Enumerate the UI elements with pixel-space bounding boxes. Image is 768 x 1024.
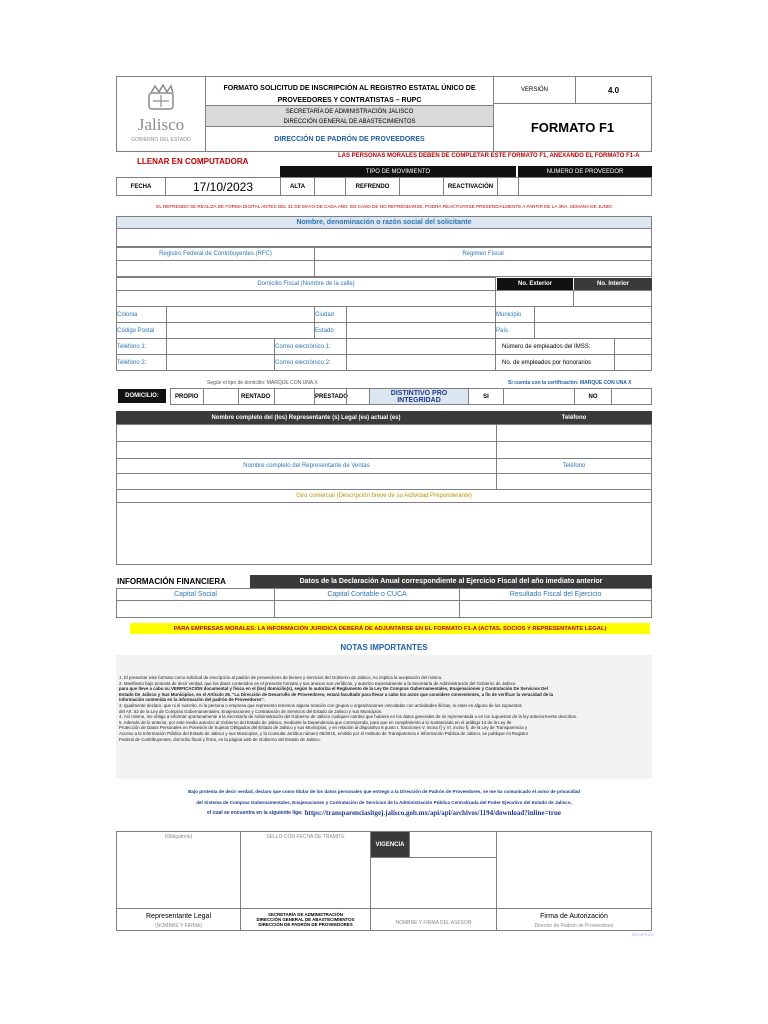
nota-5c: Acceso a la Información Pública del Estado de Jalisco y sus Municipios, y la Consulta Jurídica número 05/2015, emitido por el Instituto de Transparencia e Información Pública de Jalisco, se publique mi Registro: [119, 730, 529, 736]
llenar-computadora-note: LLENAR EN COMPUTADORA: [137, 157, 249, 166]
fecha-input[interactable]: 17/10/2023: [165, 177, 281, 196]
informacion-financiera-title: INFORMACIÓN FINANCIERA: [117, 577, 226, 586]
vigencia-label: VIGENCIA: [371, 832, 409, 857]
nota-3a: 3. Igualmente declaro, que ni el suscrito, ni la persona o empresa que represento tenemos alguna relación con grupos u organizaciones vinculadas con actividades ilícitas, ni estar en alguno de los supuestos: [119, 702, 522, 708]
header-title-line1: FORMATO SOLICITUD DE INSCRIPCIÓN AL REGISTRO ESTATAL ÚNICO DE: [223, 84, 476, 92]
colonia-input[interactable]: [166, 306, 315, 323]
header-logo-cell: [116, 76, 206, 152]
empleados-imss-label: Número de empleados del IMSS:: [495, 338, 615, 355]
refrendo-deadline-note: EL REFRENDO SE REALIZA DE FORMA DIGITAL ANTES DEL 31 DE MAYO DE CADA AÑO. EN CASO DE NO REFRENDARSE, PODRÁ REACTIVARSE PRESENCIALMENTE A PARTIR DE LA 3RA. SEMANA DE JUNIO: [156, 203, 612, 209]
footer-code: REV.CPP.001: [632, 933, 654, 937]
resultado-fiscal-label: Resultado Fiscal del Ejercicio: [459, 588, 652, 601]
correo1-input[interactable]: [346, 338, 496, 355]
header-secretaria: SECRETARÍA DE ADMINISTRACIÓN JALISCO: [285, 108, 414, 115]
capital-social-input[interactable]: [116, 600, 275, 618]
si-checkbox[interactable]: [503, 388, 575, 405]
refrendo-label: REFRENDO: [345, 177, 400, 196]
nota-5a: 5. Además de lo anterior, por este medio autorizo al Gobierno del Estado de Jalisco, mediante la Dependencia que corresponda, para que en cumplimiento a lo sustanciado en el arábigo 14 de la Ley de: [119, 719, 512, 725]
notas-box: [116, 655, 652, 779]
firma-autorizacion-cell: [496, 831, 652, 931]
nota-2c: Estado De Jalisco y Sus Municipios, en el Artículo 26. "La Dirección de Desarrollo de Proveedores, estará facultado para llevar a cabo los actos que considere convenientes, a fin de verificar la veracidad de la: [119, 691, 554, 697]
nota-2b: para que lleve a cabo su VERIFICACIÓN documental y física en el (los) domicilio(s), según lo autoriza el Reglamento de la Ley De Compras Gubernamentales, Enajenaciones y Contratación De Servicios Del: [119, 686, 548, 692]
personas-morales-note: LAS PERSONAS MORALES DEBEN DE COMPLETAR ESTE FORMATO F1, ANEXANDO EL FORMATO F1-A: [338, 153, 640, 159]
no-label: NO: [574, 388, 612, 405]
distintivo-label: DISTINTIVO PRO INTEGRIDAD: [369, 388, 469, 405]
prestado-checkbox[interactable]: [346, 388, 370, 405]
estado-label: Estado: [314, 322, 347, 339]
no-interior-input[interactable]: [573, 290, 652, 307]
correo2-label: Correo electrónico 2:: [274, 354, 347, 371]
rfc-input[interactable]: [116, 260, 315, 277]
domicilio-instruction: Según el tipo de domicilio: MARQUE CON UNA X: [207, 380, 318, 386]
municipio-label: Municipio: [495, 306, 535, 323]
municipio-input[interactable]: [534, 306, 652, 323]
tipo-movimiento-header: TIPO DE MOVIMIENTO: [280, 166, 516, 177]
protesta-line3: [116, 808, 652, 818]
nota-5b: Protección de Datos Personales en Posesión de Sujetos Obligados del Estado de Jalisco y sus Municipios, y en relación al dispositivo 8 punto I, fracciones V, inciso f) y VI, inciso f), de la Ley de Transparencia y: [119, 725, 528, 731]
alta-label: ALTA: [280, 177, 315, 196]
estado-input[interactable]: [346, 322, 496, 339]
capital-contable-input[interactable]: [274, 600, 460, 618]
telefono-rep-header: Teléfono: [496, 411, 652, 424]
correo2-input[interactable]: [346, 354, 496, 371]
telefono1-input[interactable]: [166, 338, 275, 355]
version-label: VERSIÓN: [493, 76, 576, 104]
representante-ventas-input[interactable]: [116, 473, 497, 490]
nombre-firma-label: (NOMBRE Y FIRMA): [155, 923, 202, 929]
representante-legal-header: Nombre completo del (los) Representante (s) Legal (es) actual (es): [116, 411, 496, 424]
nota-3b: del Art. 52 de la Ley de Compras Gubernamentales, Enajenaciones y Contratación de Servicios del Estado de Jalisco y sus Municipios.: [119, 708, 383, 714]
numero-proveedor-input[interactable]: [518, 177, 652, 196]
firma-representante-input[interactable]: [117, 842, 240, 908]
sec-admin-label: SECRETARÍA DE ADMINISTRACIÓN: [268, 912, 343, 917]
regimen-fiscal-label: Régimen Fiscal: [314, 247, 652, 261]
telefono-rep-input-1[interactable]: [496, 424, 652, 442]
telefono-ventas-header: Teléfono: [496, 458, 652, 474]
jalisco-logo-subtitle: GOBIERNO DEL ESTADO: [131, 137, 191, 143]
domicilio-label: DOMICILIO:: [118, 389, 166, 403]
telefono-ventas-input[interactable]: [496, 473, 652, 490]
formato-title: FORMATO F1: [493, 103, 652, 152]
director-label: Director de Padrón de Proveedores: [534, 923, 614, 929]
nota-2d: información contenida en la información del padrón de Proveedores".: [119, 697, 265, 703]
firma-autorizacion-label: Firma de Autorización: [540, 913, 608, 920]
version-value: 4.0: [575, 76, 652, 104]
nota-1: 1. El presentar este formato como solicitud de inscripción al padrón de proveedores de bienes y servicios del Gobierno de Jalisco, no implica la aceptación del mismo.: [119, 675, 443, 680]
razon-social-input[interactable]: [116, 228, 652, 247]
correo1-label: Correo electrónico 1:: [274, 338, 347, 355]
sello-label: SELLO CON FECHA DE TRAMITE: [266, 834, 345, 840]
protesta-link-intro: el cual se encuentra en la siguiente liga:: [207, 810, 303, 816]
rfc-label: Registro Federal de Contribuyentes (RFC): [116, 247, 315, 261]
jalisco-crest-icon: [143, 83, 179, 113]
domicilio-fiscal-label: Domicilio Fiscal (Nombre de la calle): [116, 277, 496, 291]
firma-representante-cell: [116, 831, 241, 931]
dir-gral-label: DIRECCIÓN GENERAL DE ABASTECIMIENTOS: [256, 917, 355, 922]
representante-ventas-header: Nombre completo del Representante de Ventas: [116, 458, 497, 474]
refrendo-checkbox[interactable]: [399, 177, 444, 196]
aviso-privacidad-link[interactable]: https://transparenciasitgej.jalisco.gob.mx/api/api/archivos/1194/download?inline=true: [304, 809, 561, 817]
resultado-fiscal-input[interactable]: [459, 600, 652, 618]
nota-4: 4. Así mismo, me obligo a informar oportunamente a la Secretaría de Administración del Gobierno de Jalisco cualquier cambio que hubiera en los datos generales de mi representada o en los supuestos de la ley anteriormente descritos.: [119, 714, 578, 720]
no-exterior-label: No. Exterior: [497, 278, 573, 290]
empleados-imss-input[interactable]: [614, 338, 652, 355]
notas-importantes-title: NOTAS IMPORTANTES: [340, 642, 428, 652]
header-direccion-padron: DIRECCIÓN DE PADRÓN DE PROVEEDORES: [205, 126, 494, 152]
header-title-cell: [205, 76, 494, 106]
giro-comercial-header: Giro comercial (Descripción breve de su Actividad Preponderante): [116, 489, 652, 503]
telefono-rep-input-2[interactable]: [496, 441, 652, 459]
no-exterior-input[interactable]: [495, 290, 574, 307]
distintivo-instruction: Si cuenta con la certificación: MARQUE CON UNA X: [508, 380, 632, 386]
alta-checkbox[interactable]: [314, 177, 346, 196]
colonia-label: Colonia: [116, 306, 167, 323]
telefono2-label: Teléfono 2:: [116, 354, 167, 371]
protesta-box: [116, 784, 652, 824]
empresas-morales-banner: PARA EMPRESAS MORALES: LA INFORMACIÓN JURIDICA DEBERÁ DE ADJUNTARSE EN EL FORMATO F1-A (ACTAS, SOCIOS Y REPRESENTANTE LEGAL): [130, 623, 650, 634]
no-interior-label: No. Interior: [574, 278, 652, 290]
header-dependency-cell: [205, 105, 494, 127]
rentado-label: RENTADO: [238, 388, 275, 405]
firma-asesor-label: NOMBRE Y FIRMA DEL ASESOR: [395, 920, 472, 926]
codigo-postal-input[interactable]: [166, 322, 315, 339]
representante-legal-input-1[interactable]: [116, 424, 497, 442]
reactivacion-checkbox[interactable]: [497, 177, 519, 196]
rentado-checkbox[interactable]: [274, 388, 315, 405]
empleados-honorarios-input[interactable]: [614, 354, 652, 371]
representante-legal-label: Representante Legal: [146, 913, 211, 920]
giro-comercial-input[interactable]: [116, 502, 652, 565]
razon-social-header: Nombre, denominación o razón social del solicitante: [116, 216, 652, 229]
obligatorio-label: (Obligatorio): [164, 834, 193, 840]
vigencia-asesor-cell: [370, 831, 497, 931]
fecha-label: FECHA: [116, 177, 166, 196]
pais-input[interactable]: [534, 322, 652, 339]
telefono1-label: Teléfono 1:: [116, 338, 167, 355]
datos-declaracion-header: Datos de la Declaración Anual correspondiente al Ejercicio Fiscal del año imediato anterior: [250, 575, 652, 588]
no-checkbox[interactable]: [611, 388, 652, 405]
numero-proveedor-header: NUMERO DE PROVEEDOR: [518, 166, 652, 177]
telefono2-input[interactable]: [166, 354, 275, 371]
prestado-label: PRESTADO: [314, 388, 347, 405]
codigo-postal-label: Código Postal: [116, 322, 167, 339]
vigencia-input[interactable]: [410, 832, 496, 857]
dir-padron-label: DIRECCIÓN DE PADRÓN DE PROVEEDORES: [258, 922, 353, 927]
nota-2a: 2. Manifiesto bajo protesta de decir verdad, que los datos contenidos en el presente formato y sus anexos son verídicos, y autorizo expresamente a la Secretaría de Administración del Gobierno de Jalisco: [119, 680, 516, 686]
domicilio-fiscal-input[interactable]: [116, 290, 496, 307]
propio-label: PROPIO: [170, 388, 204, 405]
representante-legal-input-2[interactable]: [116, 441, 497, 459]
header-title-line2: PROVEEDORES Y CONTRATISTAS – RUPC: [277, 96, 422, 104]
capital-social-label: Capital Social: [116, 588, 275, 601]
capital-contable-label: Capital Contable o CUCA: [274, 588, 460, 601]
propio-checkbox[interactable]: [203, 388, 239, 405]
empleados-honorarios-label: No. de empleados por honorarios: [495, 354, 615, 371]
protesta-line1: Bajo protesta de decir verdad, declaro que como titular de los datos personales que entrego a la Dirección de Padrón de Proveedores, se me ha comunicado el aviso de privacidad: [188, 789, 580, 794]
regimen-fiscal-input[interactable]: [314, 260, 652, 277]
jalisco-logo-text: Jalisco: [137, 115, 185, 134]
ciudad-label: Ciudad: [314, 306, 347, 323]
si-label: SI: [468, 388, 504, 405]
pais-label: País: [495, 322, 535, 339]
reactivacion-label: REACTIVACIÓN: [443, 177, 498, 196]
sello-cell: [240, 831, 371, 931]
ciudad-input[interactable]: [346, 306, 496, 323]
protesta-line2: del Sistema de Compras Gubernamentales, Enajenaciones y Contratación de Servicios de la Administración Pública Centralizada del Poder Ejecutivo del Estado de Jalisco,: [196, 799, 572, 805]
header-direccion-general: DIRECCIÓN GENERAL DE ABASTECIMIENTOS: [283, 118, 416, 125]
nota-5d: Federal de Contribuyentes, domicilio fiscal y firma, en la página web de Gobierno del Estado de Jalisco.: [119, 736, 321, 742]
